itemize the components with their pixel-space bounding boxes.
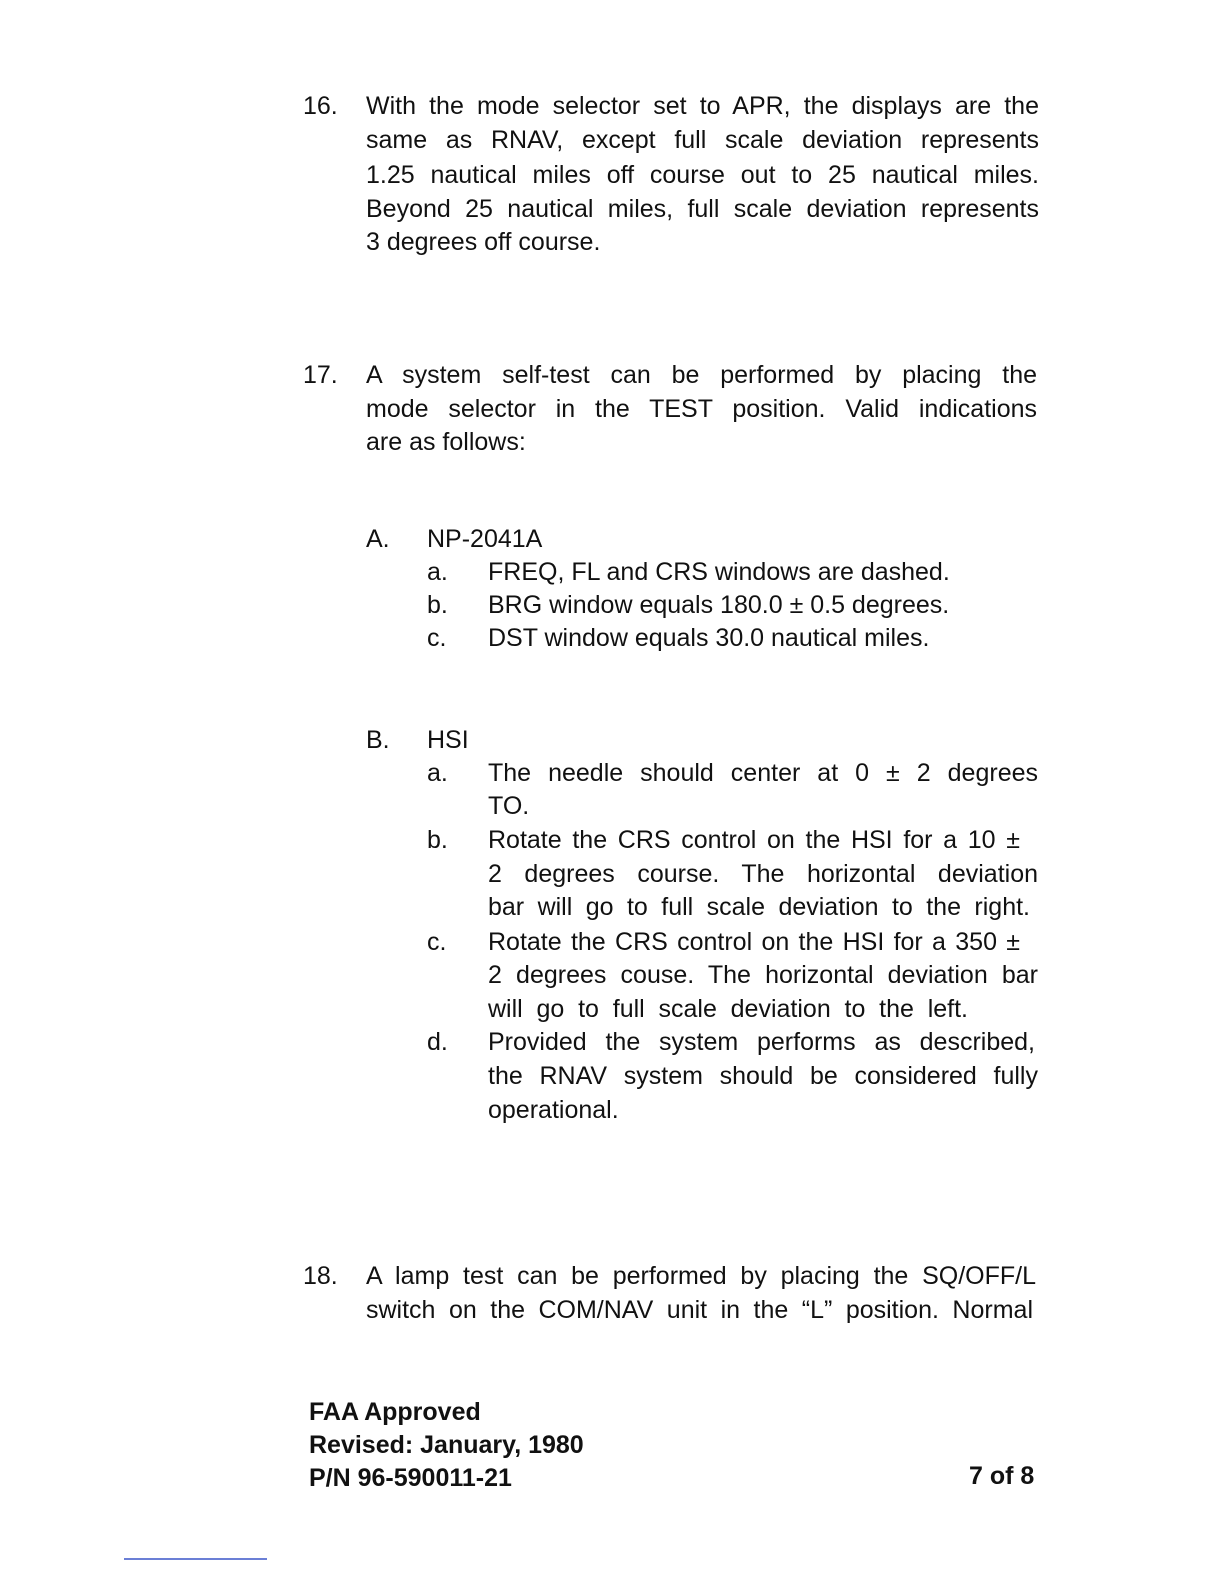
section-a-sub-a-text: FREQ, FL and CRS windows are dashed. [488, 558, 950, 586]
section-b-sub-b-line-3: bar will go to full scale deviation to the right. [488, 893, 1030, 921]
item-18-number: 18. [303, 1262, 338, 1290]
item-17-line-1: A system self-test can be performed by placing the [366, 361, 1037, 389]
section-b-sub-d-letter: d. [427, 1028, 448, 1056]
section-b-sub-c-line-3: will go to full scale deviation to the left. [488, 995, 968, 1023]
section-b-sub-a-line-1: The needle should center at 0 ± 2 degrees [488, 759, 1038, 787]
section-b-sub-c-letter: c. [427, 928, 447, 956]
section-b-sub-a-line-2: TO. [488, 792, 530, 820]
section-a-title: NP-2041A [427, 525, 543, 553]
bottom-rule [124, 1558, 267, 1560]
section-a-sub-c-text: DST window equals 30.0 nautical miles. [488, 624, 930, 652]
item-17-line-3: are as follows: [366, 428, 526, 456]
footer-part-number: P/N 96-590011-21 [309, 1464, 512, 1492]
item-17-number: 17. [303, 361, 338, 389]
section-b-sub-d-line-2: the RNAV system should be considered fully [488, 1062, 1038, 1090]
item-16-line-1: With the mode selector set to APR, the displays are the [366, 92, 1039, 120]
footer-page-number: 7 of 8 [969, 1462, 1035, 1490]
item-18-line-2: switch on the COM/NAV unit in the “L” position. Normal [366, 1296, 1033, 1324]
item-16-line-3: 1.25 nautical miles off course out to 25 nautical miles. [366, 161, 1039, 189]
item-16-line-5: 3 degrees off course. [366, 228, 601, 256]
section-a-sub-c-letter: c. [427, 624, 447, 652]
section-b-sub-c-line-1: Rotate the CRS control on the HSI for a 350 ± [488, 928, 1020, 956]
footer-revised-date: Revised: January, 1980 [309, 1431, 584, 1459]
item-18-line-1: A lamp test can be performed by placing the SQ/OFF/L [366, 1262, 1036, 1290]
section-b-sub-d-line-3: operational. [488, 1096, 619, 1124]
section-b-sub-b-line-1: Rotate the CRS control on the HSI for a 10 ± [488, 826, 1020, 854]
section-a-letter: A. [366, 525, 390, 553]
section-a-sub-b-text: BRG window equals 180.0 ± 0.5 degrees. [488, 591, 950, 619]
section-a-sub-b-letter: b. [427, 591, 448, 619]
footer-approval: FAA Approved [309, 1398, 481, 1426]
section-b-sub-a-letter: a. [427, 759, 448, 787]
section-b-sub-b-line-2: 2 degrees course. The horizontal deviation [488, 860, 1038, 888]
item-16-line-2: same as RNAV, except full scale deviation represents [366, 126, 1039, 154]
section-b-sub-c-line-2: 2 degrees couse. The horizontal deviation bar [488, 961, 1038, 989]
item-16-line-4: Beyond 25 nautical miles, full scale deviation represents [366, 195, 1039, 223]
section-b-sub-b-letter: b. [427, 826, 448, 854]
item-17-line-2: mode selector in the TEST position. Valid indications [366, 395, 1037, 423]
section-b-title: HSI [427, 726, 469, 754]
section-b-sub-d-line-1: Provided the system performs as described, [488, 1028, 1035, 1056]
section-a-sub-a-letter: a. [427, 558, 448, 586]
section-b-letter: B. [366, 726, 390, 754]
item-16-number: 16. [303, 92, 338, 120]
